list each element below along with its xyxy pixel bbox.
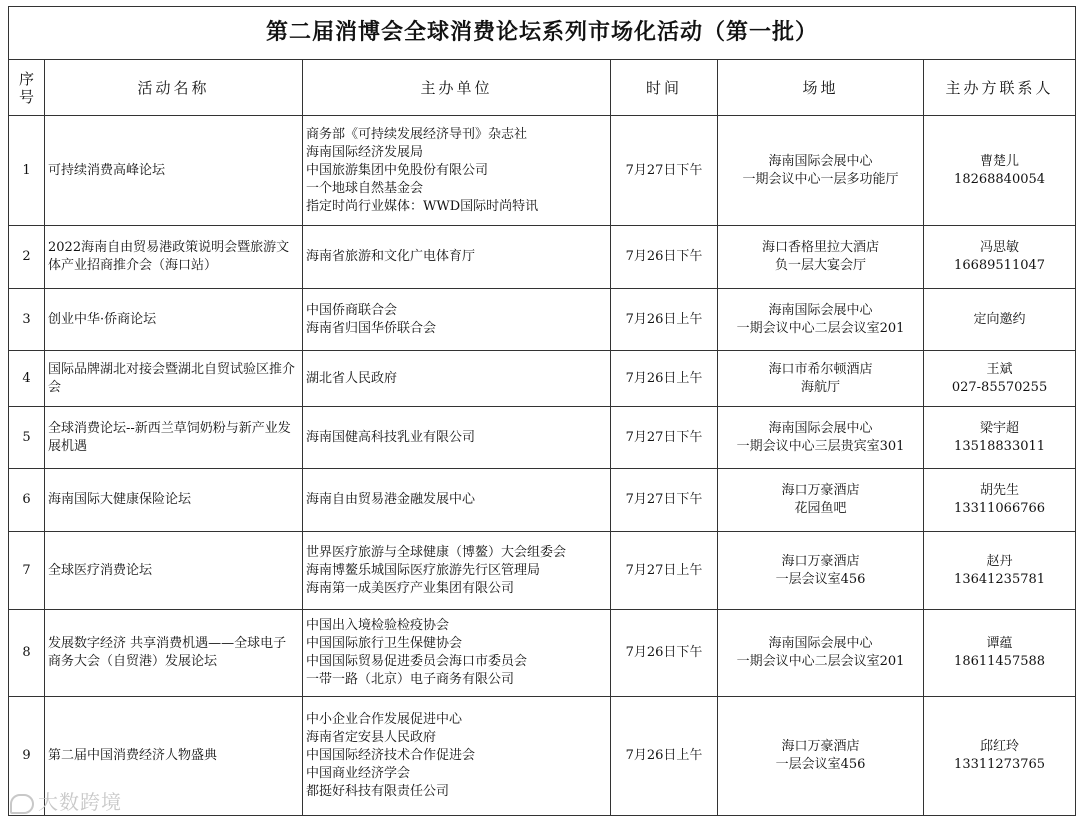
time-cell xyxy=(611,407,718,469)
header-venue: 场地 xyxy=(718,60,924,116)
row-index-cell xyxy=(9,532,45,610)
header-organizer: 主办单位 xyxy=(303,60,611,116)
organizer-line: 海南国际经济发展局 xyxy=(306,144,424,160)
activity-name-cell xyxy=(45,116,303,226)
contact-cell xyxy=(924,289,1076,351)
activity-table xyxy=(8,6,1076,816)
venue-cell xyxy=(718,407,924,469)
row-index: 7 xyxy=(22,562,31,578)
table-row xyxy=(9,697,1076,816)
row-index: 6 xyxy=(22,492,31,507)
venue-cell xyxy=(718,226,924,289)
header-name: 活动名称 xyxy=(45,60,303,116)
contact-line: 王斌 xyxy=(986,361,1013,377)
row-index: 8 xyxy=(22,645,31,660)
contact-line: 13311273765 xyxy=(954,757,1046,772)
organizer-line: 一带一路（北京）电子商务有限公司 xyxy=(306,672,515,687)
contact-line: 18268840054 xyxy=(954,171,1046,187)
activity-name: 全球医疗消费论坛 xyxy=(48,562,153,578)
contact-cell xyxy=(924,116,1076,226)
organizer-line: 都挺好科技有限责任公司 xyxy=(306,784,450,799)
contact-line: 027-85570255 xyxy=(951,379,1048,395)
activity-time: 7月26日上午 xyxy=(625,311,703,327)
activity-time: 7月26日下午 xyxy=(625,645,703,660)
venue-line: 海航厅 xyxy=(800,379,840,395)
organizer-line: 中国侨商联合会 xyxy=(306,302,398,318)
organizer-line: 一个地球自然基金会 xyxy=(306,180,424,196)
organizer-cell xyxy=(303,697,611,816)
venue-cell xyxy=(718,532,924,610)
organizer-line: 商务部《可持续发展经济导刊》杂志社 xyxy=(306,126,528,142)
activity-time: 7月26日上午 xyxy=(625,370,703,386)
venue-line: 一期会议中心二层会议室201 xyxy=(736,320,905,336)
contact-line: 谭蕴 xyxy=(986,636,1013,651)
header-row xyxy=(9,60,1076,116)
table-row xyxy=(9,469,1076,532)
activity-name: 第二届中国消费经济人物盛典 xyxy=(48,748,218,763)
row-index-cell xyxy=(9,226,45,289)
contact-cell xyxy=(924,226,1076,289)
activity-name: 可持续消费高峰论坛 xyxy=(48,162,166,178)
contact-cell xyxy=(924,697,1076,816)
venue-cell xyxy=(718,697,924,816)
activity-name-cell xyxy=(45,226,303,289)
row-index-cell xyxy=(9,116,45,226)
activity-name: 创业中华·侨商论坛 xyxy=(48,311,157,327)
organizer-line: 中国旅游集团中免股份有限公司 xyxy=(306,162,489,178)
table-row xyxy=(9,351,1076,407)
contact-line: 邱红玲 xyxy=(980,739,1020,754)
activity-name: 全球消费论坛--新西兰草饲奶粉与新产业发展机遇 xyxy=(48,420,291,454)
organizer-cell xyxy=(303,407,611,469)
activity-time: 7月27日上午 xyxy=(625,562,703,578)
organizer-cell xyxy=(303,116,611,226)
activity-time: 7月26日下午 xyxy=(625,249,703,264)
row-index-cell xyxy=(9,407,45,469)
activity-time: 7月27日下午 xyxy=(625,429,703,445)
contact-cell xyxy=(924,610,1076,697)
table-row xyxy=(9,532,1076,610)
venue-line: 一期会议中心一层多功能厅 xyxy=(742,171,899,187)
contact-line: 胡先生 xyxy=(980,483,1020,498)
row-index: 2 xyxy=(22,249,31,264)
row-index-cell xyxy=(9,289,45,351)
header-index: 序号 xyxy=(9,60,45,116)
table-row xyxy=(9,610,1076,697)
venue-line: 花园鱼吧 xyxy=(794,501,847,516)
activity-name: 海南国际大健康保险论坛 xyxy=(48,492,192,507)
contact-line: 冯思敏 xyxy=(980,240,1020,255)
organizer-line: 中国出入境检验检疫协会 xyxy=(306,618,450,633)
watermark xyxy=(10,786,122,815)
activity-name: 2022海南自由贸易港政策说明会暨旅游文体产业招商推介会（海口站） xyxy=(48,240,290,273)
organizer-line: 中小企业合作发展促进中心 xyxy=(306,712,463,727)
organizer-cell xyxy=(303,469,611,532)
row-index: 9 xyxy=(22,748,31,763)
activity-name: 发展数字经济 共享消费机遇——全球电子商务大会（自贸港）发展论坛 xyxy=(48,636,287,669)
venue-line: 海口香格里拉大酒店 xyxy=(761,240,879,255)
row-index-cell xyxy=(9,469,45,532)
activity-time: 7月27日下午 xyxy=(625,162,703,178)
organizer-line: 中国国际贸易促进委员会海口市委员会 xyxy=(306,654,528,669)
header-contact: 主办方联系人 xyxy=(924,60,1076,116)
table-row xyxy=(9,407,1076,469)
organizer-line: 湖北省人民政府 xyxy=(306,370,398,386)
row-index: 3 xyxy=(22,311,31,327)
time-cell xyxy=(611,697,718,816)
venue-line: 海南国际会展中心 xyxy=(768,636,873,651)
contact-line: 18611457588 xyxy=(954,654,1046,669)
venue-line: 一层会议室456 xyxy=(775,757,866,772)
venue-cell xyxy=(718,289,924,351)
organizer-line: 海南省旅游和文化广电体育厅 xyxy=(306,249,476,264)
venue-line: 海口万豪酒店 xyxy=(781,483,860,498)
row-index: 1 xyxy=(22,162,31,178)
venue-cell xyxy=(718,351,924,407)
time-cell xyxy=(611,469,718,532)
organizer-line: 海南自由贸易港金融发展中心 xyxy=(306,492,476,507)
contact-line: 13311066766 xyxy=(954,501,1046,516)
organizer-cell xyxy=(303,351,611,407)
venue-cell xyxy=(718,469,924,532)
row-index-cell xyxy=(9,351,45,407)
venue-line: 海南国际会展中心 xyxy=(768,420,873,436)
row-index: 4 xyxy=(22,370,31,386)
organizer-line: 中国国际经济技术合作促进会 xyxy=(306,748,476,763)
row-index: 5 xyxy=(22,429,31,445)
activity-name-cell xyxy=(45,469,303,532)
venue-line: 海口万豪酒店 xyxy=(781,739,860,754)
contact-line: 定向邀约 xyxy=(973,311,1026,327)
time-cell xyxy=(611,289,718,351)
time-cell xyxy=(611,532,718,610)
watermark-text: 大数跨境 xyxy=(38,790,122,814)
activity-name-cell xyxy=(45,289,303,351)
venue-cell xyxy=(718,610,924,697)
contact-line: 13641235781 xyxy=(954,571,1046,587)
time-cell xyxy=(611,351,718,407)
table-row xyxy=(9,289,1076,351)
organizer-line: 海南省归国华侨联合会 xyxy=(306,320,437,336)
venue-line: 一层会议室456 xyxy=(775,571,866,587)
organizer-line: 世界医疗旅游与全球健康（博鳌）大会组委会 xyxy=(306,544,567,560)
table-row xyxy=(9,116,1076,226)
activity-name: 国际品牌湖北对接会暨湖北自贸试验区推介会 xyxy=(48,361,296,395)
activity-name-cell xyxy=(45,532,303,610)
organizer-line: 海南博鳌乐城国际医疗旅游先行区管理局 xyxy=(306,562,541,578)
venue-line: 一期会议中心二层会议室201 xyxy=(736,654,905,669)
venue-line: 海南国际会展中心 xyxy=(768,153,873,169)
venue-cell xyxy=(718,116,924,226)
organizer-cell xyxy=(303,226,611,289)
contact-cell xyxy=(924,469,1076,532)
contact-line: 梁宇超 xyxy=(980,420,1020,436)
contact-line: 曹楚儿 xyxy=(980,153,1020,169)
contact-line: 16689511047 xyxy=(954,258,1046,273)
organizer-line: 中国国际旅行卫生保健协会 xyxy=(306,636,463,651)
time-cell xyxy=(611,226,718,289)
organizer-cell xyxy=(303,289,611,351)
organizer-line: 中国商业经济学会 xyxy=(306,766,411,781)
contact-cell xyxy=(924,532,1076,610)
organizer-line: 指定时尚行业媒体：WWD国际时尚特讯 xyxy=(306,198,539,214)
activity-name-cell xyxy=(45,407,303,469)
contact-cell xyxy=(924,351,1076,407)
organizer-line: 海南省定安县人民政府 xyxy=(306,730,437,745)
header-time: 时间 xyxy=(611,60,718,116)
activity-name-cell xyxy=(45,351,303,407)
organizer-line: 海南国健高科技乳业有限公司 xyxy=(306,429,476,445)
organizer-cell xyxy=(303,610,611,697)
organizer-cell xyxy=(303,532,611,610)
contact-cell xyxy=(924,407,1076,469)
venue-line: 海南国际会展中心 xyxy=(768,302,873,318)
venue-line: 负一层大宴会厅 xyxy=(774,258,866,273)
venue-line: 一期会议中心三层贵宾室301 xyxy=(736,438,905,454)
time-cell xyxy=(611,610,718,697)
chat-bubble-icon xyxy=(10,794,34,814)
activity-time: 7月27日下午 xyxy=(625,492,703,507)
venue-line: 海口万豪酒店 xyxy=(781,553,860,569)
contact-line: 13518833011 xyxy=(954,438,1046,454)
page-title: 第二届消博会全球消费论坛系列市场化活动（第一批） xyxy=(9,7,1076,60)
time-cell xyxy=(611,116,718,226)
contact-line: 赵丹 xyxy=(986,553,1013,569)
organizer-line: 海南第一成美医疗产业集团有限公司 xyxy=(306,580,515,596)
activity-time: 7月26日上午 xyxy=(625,748,703,763)
table-row xyxy=(9,226,1076,289)
venue-line: 海口市希尔顿酒店 xyxy=(768,361,873,377)
row-index-cell xyxy=(9,610,45,697)
activity-name-cell xyxy=(45,610,303,697)
